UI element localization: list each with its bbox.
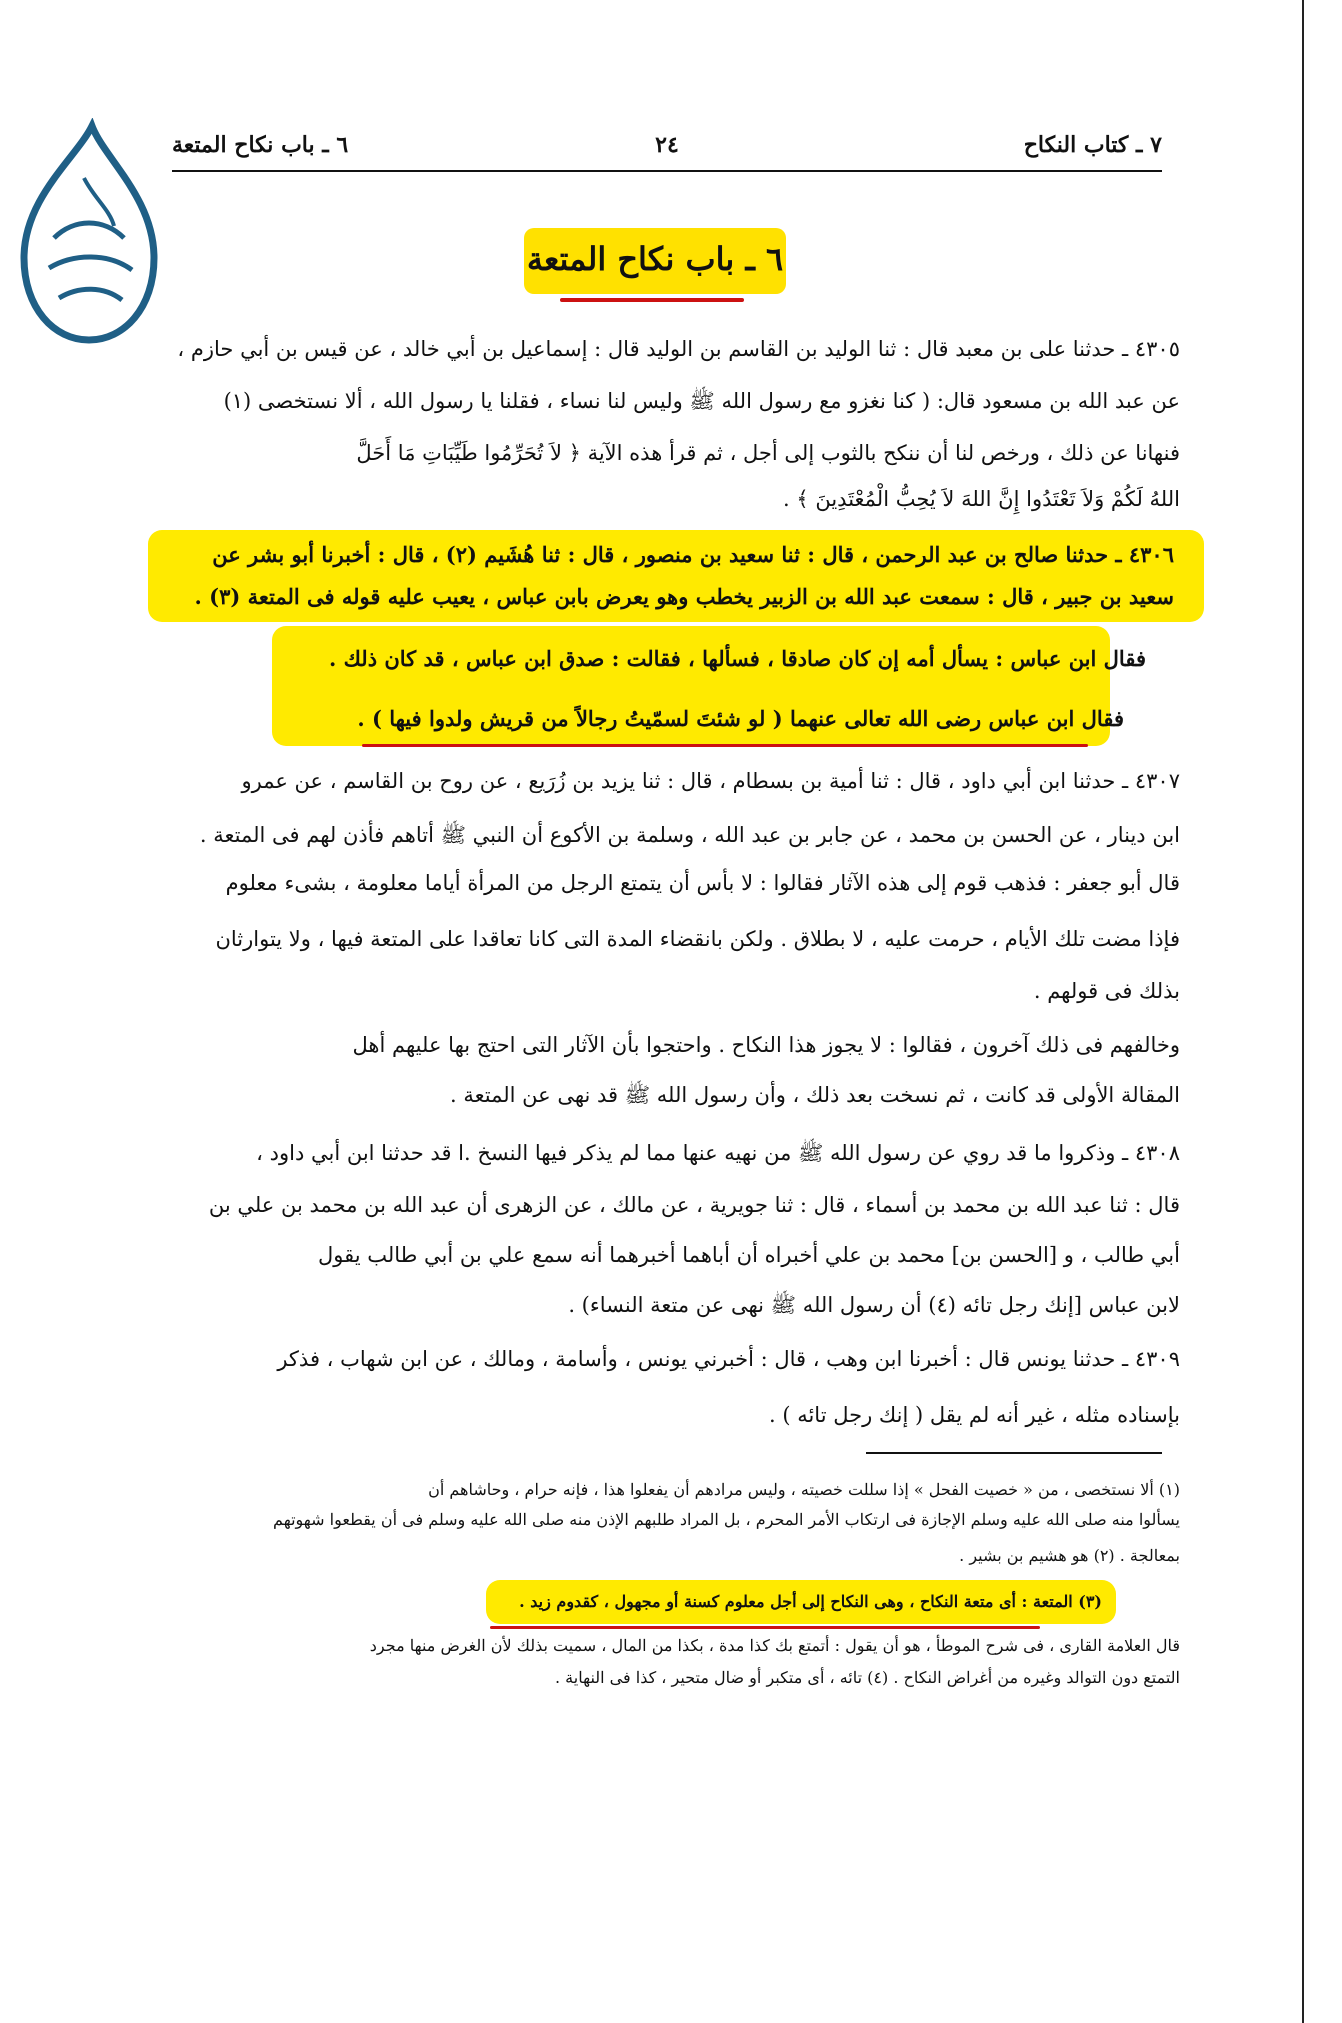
header-rule bbox=[172, 170, 1162, 172]
title-red-underline bbox=[560, 298, 744, 302]
text-line: بذلك فى قولهم . bbox=[1033, 979, 1180, 1003]
chapter-title: ٦ ـ باب نكاح المتعة bbox=[526, 240, 784, 278]
text-line: فإذا مضت تلك الأيام ، حرمت عليه ، لا بطلاق . ولكن بانقضاء المدة التى كانا تعاقدا على المتعة فيها ، ولا يتوارثان bbox=[215, 927, 1180, 951]
text-line: فقال ابن عباس : يسأل أمه إن كان صادقا ، فسألها ، فقالت : صدق ابن عباس ، قد كان ذلك . bbox=[328, 646, 1146, 671]
running-header bbox=[172, 132, 1162, 172]
footnote-line: يسألوا منه صلى الله عليه وسلم الإجازة فى ارتكاب الأمر المحرم ، بل المراد طلبهم الإذن منه صلى الله عليه وسلم فى أن يقطعوا شهوتهم bbox=[273, 1510, 1180, 1529]
text-line: فنهانا عن ذلك ، ورخص لنا أن ننكح بالثوب إلى أجل ، ثم قرأ هذه الآية ﴿ لاَ تُحَرِّمُوا طَيِّبَاتِ مَا أَحَلَّ bbox=[356, 441, 1180, 465]
chapter-title-highlight bbox=[524, 228, 786, 294]
text-line: ٤٣٠٥ ـ حدثنا على بن معبد قال : ثنا الوليد بن القاسم بن الوليد قال : إسماعيل بن أبي خالد ، عن قيس بن أبي حازم ، bbox=[177, 337, 1180, 361]
text-line: سعيد بن جبير ، قال : سمعت عبد الله بن الزبير يخطب وهو يعرض بابن عباس ، يعيب عليه قوله فى المتعة (٣) . bbox=[194, 584, 1174, 609]
text-line: وخالفهم فى ذلك آخرون ، فقالوا : لا يجوز هذا النكاح . واحتجوا بأن الآثار التى احتج بها عليهم أهل bbox=[352, 1033, 1180, 1057]
text-line: قال أبو جعفر : فذهب قوم إلى هذه الآثار فقالوا : لا بأس أن يتمتع الرجل من المرأة أياما معلومة ، بشىء معلوم bbox=[225, 871, 1180, 895]
footnote-line: (١) ألا نستخصى ، من « خصيت الفحل » إذا سللت خصيته ، وليس مرادهم أن يفعلوا هذا ، فإنه حرام ، وحاشاهم أن bbox=[428, 1480, 1180, 1499]
text-line: ٤٣٠٨ ـ وذكروا ما قد روي عن رسول الله ﷺ من نهيه عنها مما لم يذكر فيها النسخ .ا قد حدثنا ابن أبي داود ، bbox=[256, 1141, 1180, 1165]
text-line: أبي طالب ، و [الحسن بن] محمد بن علي أخبراه أن أباهما أخبرهما أنه سمع علي بن أبي طالب يقول bbox=[317, 1243, 1180, 1267]
text-line: قال : ثنا عبد الله بن محمد بن أسماء ، قال : ثنا جويرية ، عن مالك ، عن الزهرى أن عبد الله بن محمد بن علي بن bbox=[208, 1193, 1180, 1217]
header-chapter-title: ٦ ـ باب نكاح المتعة bbox=[172, 132, 349, 158]
watermark-logo-icon bbox=[14, 118, 164, 350]
page-edge-line bbox=[1302, 0, 1304, 2023]
page-number: ٢٤ bbox=[655, 132, 679, 158]
footnote-separator bbox=[866, 1452, 1162, 1454]
text-line: المقالة الأولى قد كانت ، ثم نسخت بعد ذلك ، وأن رسول الله ﷺ قد نهى عن المتعة . bbox=[450, 1083, 1180, 1107]
text-line: ٤٣٠٧ ـ حدثنا ابن أبي داود ، قال : ثنا أمية بن بسطام ، قال : ثنا يزيد بن زُرَيع ، عن روح بن القاسم ، عن عمرو bbox=[241, 769, 1180, 793]
footnote-line: التمتع دون التوالد وغيره من أغراض النكاح . (٤) تائه ، أى متكبر أو ضال متحير ، كذا فى النهاية . bbox=[554, 1668, 1180, 1687]
footnote-line: بمعالجة . (٢) هو هشيم بن بشير . bbox=[959, 1546, 1180, 1565]
footnote-line: (٣) المتعة : أى متعة النكاح ، وهى النكاح إلى أجل معلوم كسنة أو مجهول ، كقدوم زيد . bbox=[519, 1592, 1102, 1611]
text-line: ابن دينار ، عن الحسن بن محمد ، عن جابر بن عبد الله ، وسلمة بن الأكوع أن النبي ﷺ أتاهم فأذن لهم فى المتعة . bbox=[199, 823, 1180, 847]
text-line: ٤٣٠٦ ـ حدثنا صالح بن عبد الرحمن ، قال : ثنا سعيد بن منصور ، قال : ثنا هُشَيم (٢) ، قال : أخبرنا أبو بشر عن bbox=[212, 542, 1174, 567]
text-line: بإسناده مثله ، غير أنه لم يقل ( إنك رجل تائه ) . bbox=[768, 1403, 1180, 1427]
text-line: فقال ابن عباس رضى الله تعالى عنهما ( لو شئتَ لسمّيتُ رجالاً من قريش ولدوا فيها ) . bbox=[357, 706, 1124, 731]
footnote-line: قال العلامة القارى ، فى شرح الموطأ ، هو أن يقول : أتمتع بك كذا مدة ، بكذا من المال ، سميت بذلك لأن الغرض منها مجرد bbox=[369, 1636, 1180, 1655]
text-line: لابن عباس [إنك رجل تائه (٤) أن رسول الله ﷺ نهى عن متعة النساء) . bbox=[568, 1293, 1180, 1317]
header-book-title: ٧ ـ كتاب النكاح bbox=[1023, 132, 1162, 158]
quote-red-underline bbox=[362, 744, 1088, 747]
text-line: اللهُ لَكُمْ وَلاَ تَعْتَدُوا إِنَّ اللهَ لاَ يُحِبُّ الْمُعْتَدِينَ ﴾ . bbox=[783, 487, 1180, 511]
footnote-red-underline bbox=[490, 1626, 1040, 1629]
text-line: ٤٣٠٩ ـ حدثنا يونس قال : أخبرنا ابن وهب ، قال : أخبرني يونس ، وأسامة ، ومالك ، عن ابن شهاب ، فذكر bbox=[277, 1347, 1180, 1371]
text-line: عن عبد الله بن مسعود قال: ( كنا نغزو مع رسول الله ﷺ وليس لنا نساء ، فقلنا يا رسول الله ، ألا نستخصى (١) bbox=[223, 389, 1180, 413]
